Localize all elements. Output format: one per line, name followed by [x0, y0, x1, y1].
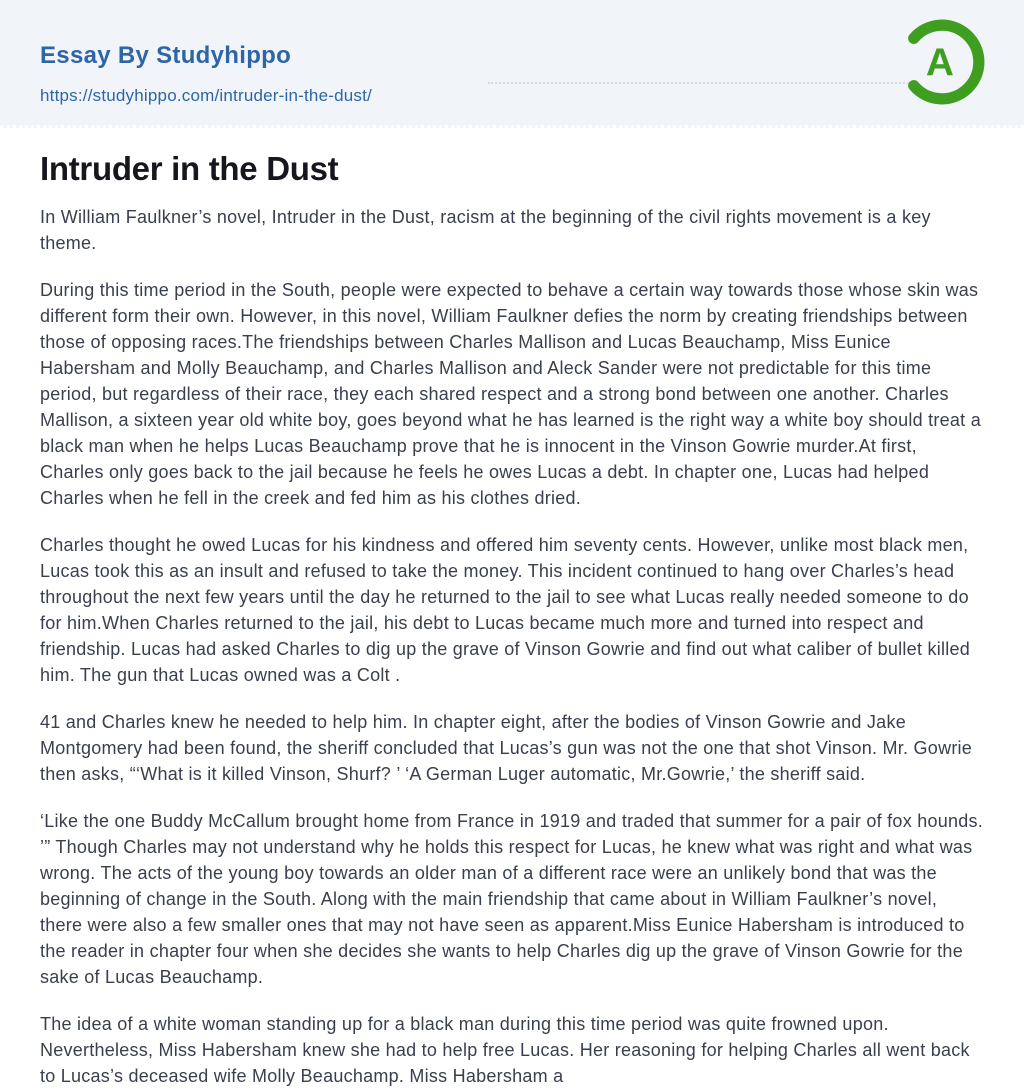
page-title: Intruder in the Dust	[40, 150, 339, 187]
essay-paragraph: In William Faulkner’s novel, Intruder in the Dust, racism at the beginning of the civil rights movement is a key theme.	[40, 207, 931, 253]
source-url-link[interactable]: https://studyhippo.com/intruder-in-the-dust/	[40, 86, 372, 105]
logo-letter: A	[925, 41, 954, 85]
site-label: Essay By Studyhippo	[40, 42, 292, 69]
essay-paragraph: Charles thought he owed Lucas for his kindness and offered him seventy cents. However, unlike most black men, Lucas took this as an insult and refused to take the money. This incident continued to hang over Charles’s head throughout the next few years until the day he returned to the jail to see what Lucas really needed someone to do for him.When Charles returned to the jail, his debt to Lucas became much more and turned into respect and friendship. Lucas had asked Charles to dig up the grave of Vinson Gowrie and find out what caliber of bullet killed him. The gun that Lucas owned was a Colt .	[40, 535, 970, 685]
essay-paragraph: 41 and Charles knew he needed to help him. In chapter eight, after the bodies of Vinson Gowrie and Jake Montgomery had been found, the sheriff concluded that Lucas’s gun was not the one that shot Vinson. Mr. Gowrie then asks, “‘What is it killed Vinson, Shurf? ’ ‘A German Luger automatic, Mr.Gowrie,’ the sheriff said.	[40, 712, 973, 784]
essay-paragraph: The idea of a white woman standing up for a black man during this time period was quite frowned upon. Nevertheless, Miss Habersham knew she had to help free Lucas. Her reasoning for helping Charles all went back to Lucas’s deceased wife Molly Beauchamp. Miss Habersham a	[40, 1014, 970, 1086]
essay-body	[40, 204, 984, 1089]
dotted-divider	[488, 82, 912, 84]
studyhippo-logo-icon	[898, 18, 986, 106]
essay-content	[0, 128, 1024, 1089]
page-header	[0, 0, 1024, 128]
essay-paragraph: ‘Like the one Buddy McCallum brought home from France in 1919 and traded that summer for a pair of fox hounds. ’” Though Charles may not understand why he holds this respect for Lucas, he knew what was right and what was wrong. The acts of the young boy towards an older man of a different race were an unlikely bond that was the beginning of change in the South. Along with the main friendship that came about in William Faulkner’s novel, there were also a few smaller ones that may not have seen as apparent.Miss Eunice Habersham is introduced to the reader in chapter four when she decides she wants to help Charles dig up the grave of Vinson Gowrie for the sake of Lucas Beauchamp.	[40, 811, 983, 987]
essay-paragraph: During this time period in the South, people were expected to behave a certain way towards those whose skin was different form their own. However, in this novel, William Faulkner defies the norm by creating friendships between those of opposing races.The friendships between Charles Mallison and Lucas Beauchamp, Miss Eunice Habersham and Molly Beauchamp, and Charles Mallison and Aleck Sander were not predictable for this time period, but regardless of their race, they each shared respect and a strong bond between one another. Charles Mallison, a sixteen year old white boy, goes beyond what he has learned is the right way a white boy should treat a black man when he helps Lucas Beauchamp prove that he is innocent in the Vinson Gowrie murder.At first, Charles only goes back to the jail because he feels he owes Lucas a debt. In chapter one, Lucas had helped Charles when he fell in the creek and fed him as his clothes dried.	[40, 280, 981, 508]
